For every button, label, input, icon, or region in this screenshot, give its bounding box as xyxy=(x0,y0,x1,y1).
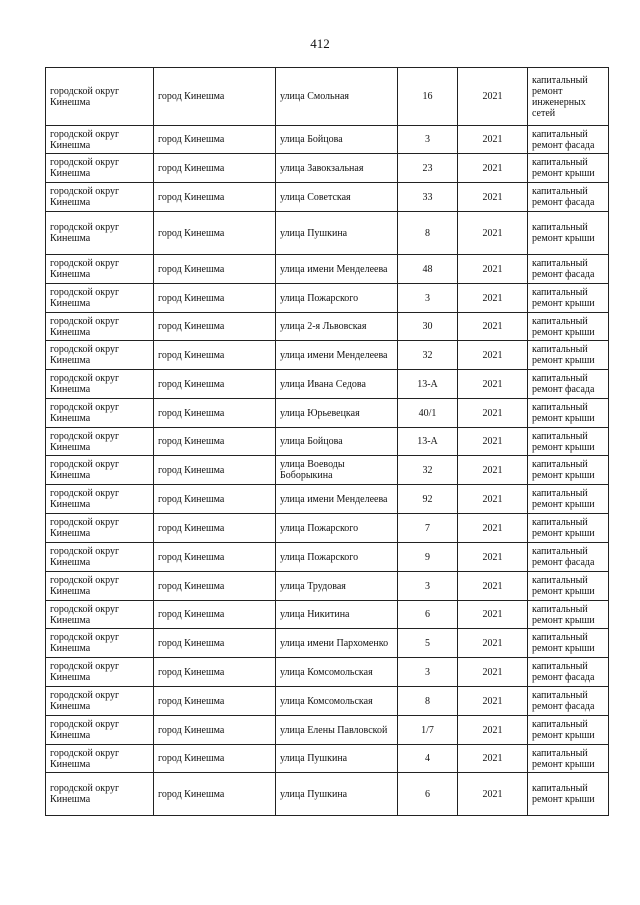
work-type-cell: капитальный ремонт крыши xyxy=(528,456,609,485)
table-row xyxy=(46,183,609,212)
settlement-cell: город Кинешма xyxy=(154,514,276,543)
year-cell: 2021 xyxy=(458,716,528,745)
work-type-cell: капитальный ремонт крыши xyxy=(528,485,609,514)
work-type-cell: капитальный ремонт крыши xyxy=(528,154,609,183)
work-type-cell: капитальный ремонт крыши xyxy=(528,284,609,313)
house-number-cell: 3 xyxy=(398,284,458,313)
table-row xyxy=(46,572,609,601)
street-cell: улица Пожарского xyxy=(276,543,398,572)
house-number-cell: 40/1 xyxy=(398,399,458,428)
table-row xyxy=(46,687,609,716)
municipality-cell: городской округ Кинешма xyxy=(46,629,154,658)
municipality-cell: городской округ Кинешма xyxy=(46,745,154,773)
settlement-cell: город Кинешма xyxy=(154,572,276,601)
year-cell: 2021 xyxy=(458,284,528,313)
year-cell: 2021 xyxy=(458,572,528,601)
house-number-cell: 3 xyxy=(398,572,458,601)
table-row xyxy=(46,601,609,629)
municipality-cell: городской округ Кинешма xyxy=(46,341,154,370)
work-type-cell: капитальный ремонт крыши xyxy=(528,716,609,745)
year-cell: 2021 xyxy=(458,68,528,126)
street-cell: улица Бойцова xyxy=(276,126,398,154)
house-number-cell: 3 xyxy=(398,126,458,154)
work-type-cell: капитальный ремонт фасада xyxy=(528,183,609,212)
municipality-cell: городской округ Кинешма xyxy=(46,601,154,629)
page-number: 412 xyxy=(310,36,330,51)
house-number-cell: 7 xyxy=(398,514,458,543)
settlement-cell: город Кинешма xyxy=(154,399,276,428)
municipality-cell: городской округ Кинешма xyxy=(46,428,154,456)
street-cell: улица Трудовая xyxy=(276,572,398,601)
street-cell: улица имени Менделеева xyxy=(276,485,398,514)
settlement-cell: город Кинешма xyxy=(154,428,276,456)
street-cell: улица Пушкина xyxy=(276,745,398,773)
year-cell: 2021 xyxy=(458,313,528,341)
table-row xyxy=(46,485,609,514)
year-cell: 2021 xyxy=(458,212,528,255)
table-row xyxy=(46,212,609,255)
work-type-cell: капитальный ремонт крыши xyxy=(528,572,609,601)
table-row xyxy=(46,514,609,543)
work-type-cell: капитальный ремонт фасада xyxy=(528,126,609,154)
year-cell: 2021 xyxy=(458,126,528,154)
year-cell: 2021 xyxy=(458,341,528,370)
house-number-cell: 8 xyxy=(398,212,458,255)
table-row xyxy=(46,284,609,313)
year-cell: 2021 xyxy=(458,428,528,456)
house-number-cell: 23 xyxy=(398,154,458,183)
settlement-cell: город Кинешма xyxy=(154,284,276,313)
street-cell: улица Пожарского xyxy=(276,284,398,313)
house-number-cell: 13-А xyxy=(398,428,458,456)
work-type-cell: капитальный ремонт инженерных сетей xyxy=(528,68,609,126)
work-type-cell: капитальный ремонт крыши xyxy=(528,773,609,816)
table-row xyxy=(46,68,609,126)
work-type-cell: капитальный ремонт крыши xyxy=(528,341,609,370)
street-cell: улица Ивана Седова xyxy=(276,370,398,399)
work-type-cell: капитальный ремонт фасада xyxy=(528,658,609,687)
work-type-cell: капитальный ремонт крыши xyxy=(528,745,609,773)
table-row xyxy=(46,658,609,687)
table-row xyxy=(46,543,609,572)
settlement-cell: город Кинешма xyxy=(154,687,276,716)
work-type-cell: капитальный ремонт фасада xyxy=(528,543,609,572)
house-number-cell: 13-А xyxy=(398,370,458,399)
house-number-cell: 30 xyxy=(398,313,458,341)
settlement-cell: город Кинешма xyxy=(154,773,276,816)
municipality-cell: городской округ Кинешма xyxy=(46,183,154,212)
municipality-cell: городской округ Кинешма xyxy=(46,773,154,816)
table-row xyxy=(46,313,609,341)
street-cell: улица Пожарского xyxy=(276,514,398,543)
table-row xyxy=(46,126,609,154)
year-cell: 2021 xyxy=(458,154,528,183)
street-cell: улица Бойцова xyxy=(276,428,398,456)
municipality-cell: городской округ Кинешма xyxy=(46,543,154,572)
housing-repair-table xyxy=(45,67,609,816)
year-cell: 2021 xyxy=(458,687,528,716)
street-cell: улица Пушкина xyxy=(276,212,398,255)
street-cell: улица Комсомольская xyxy=(276,658,398,687)
table-row xyxy=(46,773,609,816)
settlement-cell: город Кинешма xyxy=(154,716,276,745)
house-number-cell: 4 xyxy=(398,745,458,773)
work-type-cell: капитальный ремонт крыши xyxy=(528,514,609,543)
house-number-cell: 92 xyxy=(398,485,458,514)
street-cell: улица Советская xyxy=(276,183,398,212)
municipality-cell: городской округ Кинешма xyxy=(46,255,154,284)
house-number-cell: 5 xyxy=(398,629,458,658)
settlement-cell: город Кинешма xyxy=(154,341,276,370)
street-cell: улица Смольная xyxy=(276,68,398,126)
settlement-cell: город Кинешма xyxy=(154,183,276,212)
settlement-cell: город Кинешма xyxy=(154,255,276,284)
street-cell: улица Воеводы Боборыкина xyxy=(276,456,398,485)
year-cell: 2021 xyxy=(458,370,528,399)
settlement-cell: город Кинешма xyxy=(154,68,276,126)
street-cell: улица имени Менделеева xyxy=(276,341,398,370)
municipality-cell: городской округ Кинешма xyxy=(46,284,154,313)
table-row xyxy=(46,341,609,370)
municipality-cell: городской округ Кинешма xyxy=(46,687,154,716)
house-number-cell: 32 xyxy=(398,341,458,370)
house-number-cell: 6 xyxy=(398,601,458,629)
house-number-cell: 8 xyxy=(398,687,458,716)
house-number-cell: 6 xyxy=(398,773,458,816)
municipality-cell: городской округ Кинешма xyxy=(46,154,154,183)
work-type-cell: капитальный ремонт фасада xyxy=(528,370,609,399)
year-cell: 2021 xyxy=(458,514,528,543)
municipality-cell: городской округ Кинешма xyxy=(46,485,154,514)
street-cell: улица Завокзальная xyxy=(276,154,398,183)
table-row xyxy=(46,370,609,399)
table-row xyxy=(46,255,609,284)
municipality-cell: городской округ Кинешма xyxy=(46,370,154,399)
work-type-cell: капитальный ремонт фасада xyxy=(528,687,609,716)
street-cell: улица Юрьевецкая xyxy=(276,399,398,428)
year-cell: 2021 xyxy=(458,399,528,428)
settlement-cell: город Кинешма xyxy=(154,370,276,399)
work-type-cell: капитальный ремонт фасада xyxy=(528,255,609,284)
municipality-cell: городской округ Кинешма xyxy=(46,126,154,154)
street-cell: улица имени Пархоменко xyxy=(276,629,398,658)
settlement-cell: город Кинешма xyxy=(154,456,276,485)
settlement-cell: город Кинешма xyxy=(154,313,276,341)
house-number-cell: 33 xyxy=(398,183,458,212)
street-cell: улица Никитина xyxy=(276,601,398,629)
settlement-cell: город Кинешма xyxy=(154,212,276,255)
settlement-cell: город Кинешма xyxy=(154,485,276,514)
municipality-cell: городской округ Кинешма xyxy=(46,68,154,126)
street-cell: улица Комсомольская xyxy=(276,687,398,716)
year-cell: 2021 xyxy=(458,183,528,212)
settlement-cell: город Кинешма xyxy=(154,658,276,687)
year-cell: 2021 xyxy=(458,629,528,658)
table-body xyxy=(46,68,609,816)
table-row xyxy=(46,428,609,456)
work-type-cell: капитальный ремонт крыши xyxy=(528,399,609,428)
municipality-cell: городской округ Кинешма xyxy=(46,399,154,428)
street-cell: улица Елены Павловской xyxy=(276,716,398,745)
work-type-cell: капитальный ремонт крыши xyxy=(528,212,609,255)
house-number-cell: 3 xyxy=(398,658,458,687)
house-number-cell: 32 xyxy=(398,456,458,485)
table-row xyxy=(46,629,609,658)
municipality-cell: городской округ Кинешма xyxy=(46,212,154,255)
work-type-cell: капитальный ремонт крыши xyxy=(528,601,609,629)
municipality-cell: городской округ Кинешма xyxy=(46,456,154,485)
work-type-cell: капитальный ремонт крыши xyxy=(528,629,609,658)
year-cell: 2021 xyxy=(458,658,528,687)
street-cell: улица Пушкина xyxy=(276,773,398,816)
settlement-cell: город Кинешма xyxy=(154,543,276,572)
table-row xyxy=(46,716,609,745)
settlement-cell: город Кинешма xyxy=(154,629,276,658)
year-cell: 2021 xyxy=(458,255,528,284)
work-type-cell: капитальный ремонт крыши xyxy=(528,313,609,341)
settlement-cell: город Кинешма xyxy=(154,601,276,629)
table-row xyxy=(46,154,609,183)
house-number-cell: 48 xyxy=(398,255,458,284)
municipality-cell: городской округ Кинешма xyxy=(46,572,154,601)
municipality-cell: городской округ Кинешма xyxy=(46,313,154,341)
settlement-cell: город Кинешма xyxy=(154,126,276,154)
year-cell: 2021 xyxy=(458,773,528,816)
table-row xyxy=(46,456,609,485)
settlement-cell: город Кинешма xyxy=(154,745,276,773)
year-cell: 2021 xyxy=(458,543,528,572)
municipality-cell: городской округ Кинешма xyxy=(46,514,154,543)
municipality-cell: городской округ Кинешма xyxy=(46,658,154,687)
street-cell: улица имени Менделеева xyxy=(276,255,398,284)
year-cell: 2021 xyxy=(458,485,528,514)
year-cell: 2021 xyxy=(458,745,528,773)
settlement-cell: город Кинешма xyxy=(154,154,276,183)
house-number-cell: 16 xyxy=(398,68,458,126)
street-cell: улица 2-я Львовская xyxy=(276,313,398,341)
work-type-cell: капитальный ремонт крыши xyxy=(528,428,609,456)
house-number-cell: 1/7 xyxy=(398,716,458,745)
year-cell: 2021 xyxy=(458,456,528,485)
year-cell: 2021 xyxy=(458,601,528,629)
municipality-cell: городской округ Кинешма xyxy=(46,716,154,745)
table-row xyxy=(46,399,609,428)
house-number-cell: 9 xyxy=(398,543,458,572)
table-row xyxy=(46,745,609,773)
